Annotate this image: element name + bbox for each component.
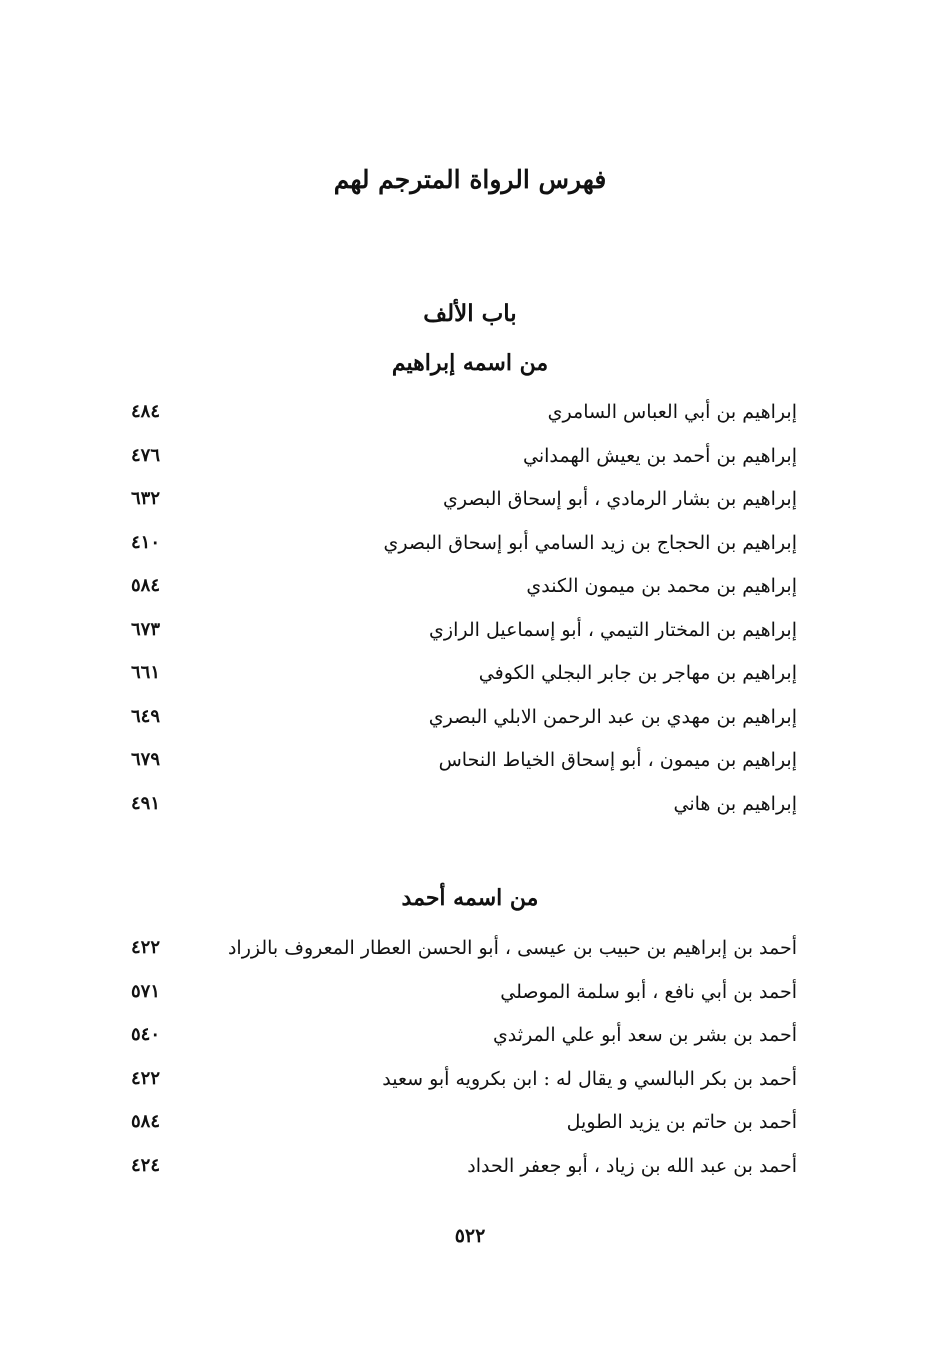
narrator-name: أحمد بن إبراهيم بن حبيب بن عيسى ، أبو الحسن العطار المعروف بالزراد	[227, 937, 797, 959]
list-item	[0, 1102, 940, 1146]
list-item	[0, 784, 940, 828]
list-item	[0, 392, 940, 436]
list-item	[0, 610, 940, 654]
narrator-name: أحمد بن حاتم بن يزيد الطويل	[566, 1111, 797, 1133]
list-item	[0, 479, 940, 523]
section-heading-ahmad: من اسمه أحمد	[401, 885, 539, 911]
chapter-heading: باب الألف	[423, 300, 517, 327]
narrator-name: إبراهيم بن المختار التيمي ، أبو إسماعيل الرازي	[429, 618, 797, 641]
list-item	[0, 740, 940, 784]
page-reference: ٤٢٢	[130, 937, 160, 958]
page-reference: ٥٤٠	[130, 1024, 160, 1045]
narrator-name: إبراهيم بن محمد بن ميمون الكندي	[526, 575, 797, 597]
page-reference: ٥٧١	[130, 980, 160, 1002]
page-reference: ٦٧٩	[130, 749, 160, 770]
page-reference: ٦٧٣	[130, 618, 160, 640]
narrator-name: إبراهيم بن مهاجر بن جابر البجلي الكوفي	[478, 662, 797, 684]
list-item	[0, 566, 940, 610]
list-item	[0, 436, 940, 480]
narrator-name: أحمد بن بكر البالسي و يقال له : ابن بكرويه أبو سعيد	[382, 1067, 797, 1090]
narrator-name: إبراهيم بن هاني	[673, 792, 797, 815]
page-reference: ٤٩١	[130, 792, 160, 814]
page-reference: ٥٨٤	[130, 575, 160, 596]
page-title: فهرس الرواة المترجم لهم	[333, 165, 607, 194]
list-item	[0, 928, 940, 972]
list-item	[0, 523, 940, 567]
list-item	[0, 653, 940, 697]
list-item	[0, 697, 940, 741]
list-item	[0, 1015, 940, 1059]
page-reference: ٦٤٩	[130, 705, 160, 727]
page-reference: ٥٨٤	[130, 1111, 160, 1132]
narrator-name: إبراهيم بن مهدي بن عبد الرحمن الابلي البصري	[428, 705, 797, 728]
page-reference: ٤١٠	[130, 531, 160, 553]
page-reference: ٤٢٤	[130, 1154, 160, 1176]
page-reference: ٦٦١	[130, 662, 160, 683]
list-item	[0, 1146, 940, 1190]
page-reference: ٤٨٤	[130, 401, 160, 422]
narrator-name: أحمد بن أبي نافع ، أبو سلمة الموصلي	[500, 980, 797, 1003]
narrator-name: إبراهيم بن بشار الرمادي ، أبو إسحاق البصري	[443, 488, 797, 510]
list-item	[0, 972, 940, 1016]
page-reference: ٦٣٢	[130, 488, 160, 509]
narrator-name: إبراهيم بن الحجاج بن زيد السامي أبو إسحاق البصري	[383, 531, 797, 554]
list-item	[0, 1059, 940, 1103]
narrator-name: إبراهيم بن أحمد بن يعيش الهمداني	[522, 444, 797, 467]
section-heading-ibrahim: من اسمه إبراهيم	[391, 350, 549, 376]
narrator-name: أحمد بن عبد الله بن زياد ، أبو جعفر الحداد	[467, 1154, 797, 1177]
page-reference: ٤٢٢	[130, 1067, 160, 1089]
narrator-name: إبراهيم بن ميمون ، أبو إسحاق الخياط النحاس	[438, 749, 797, 771]
page-reference: ٤٧٦	[130, 444, 160, 466]
entry-list-ahmad	[0, 928, 940, 1189]
entry-list-ibrahim	[0, 392, 940, 827]
page-number: ٥٢٢	[454, 1225, 486, 1247]
narrator-name: أحمد بن بشر بن سعد أبو علي المرثدي	[492, 1024, 797, 1046]
narrator-name: إبراهيم بن أبي العباس السامري	[547, 401, 797, 423]
